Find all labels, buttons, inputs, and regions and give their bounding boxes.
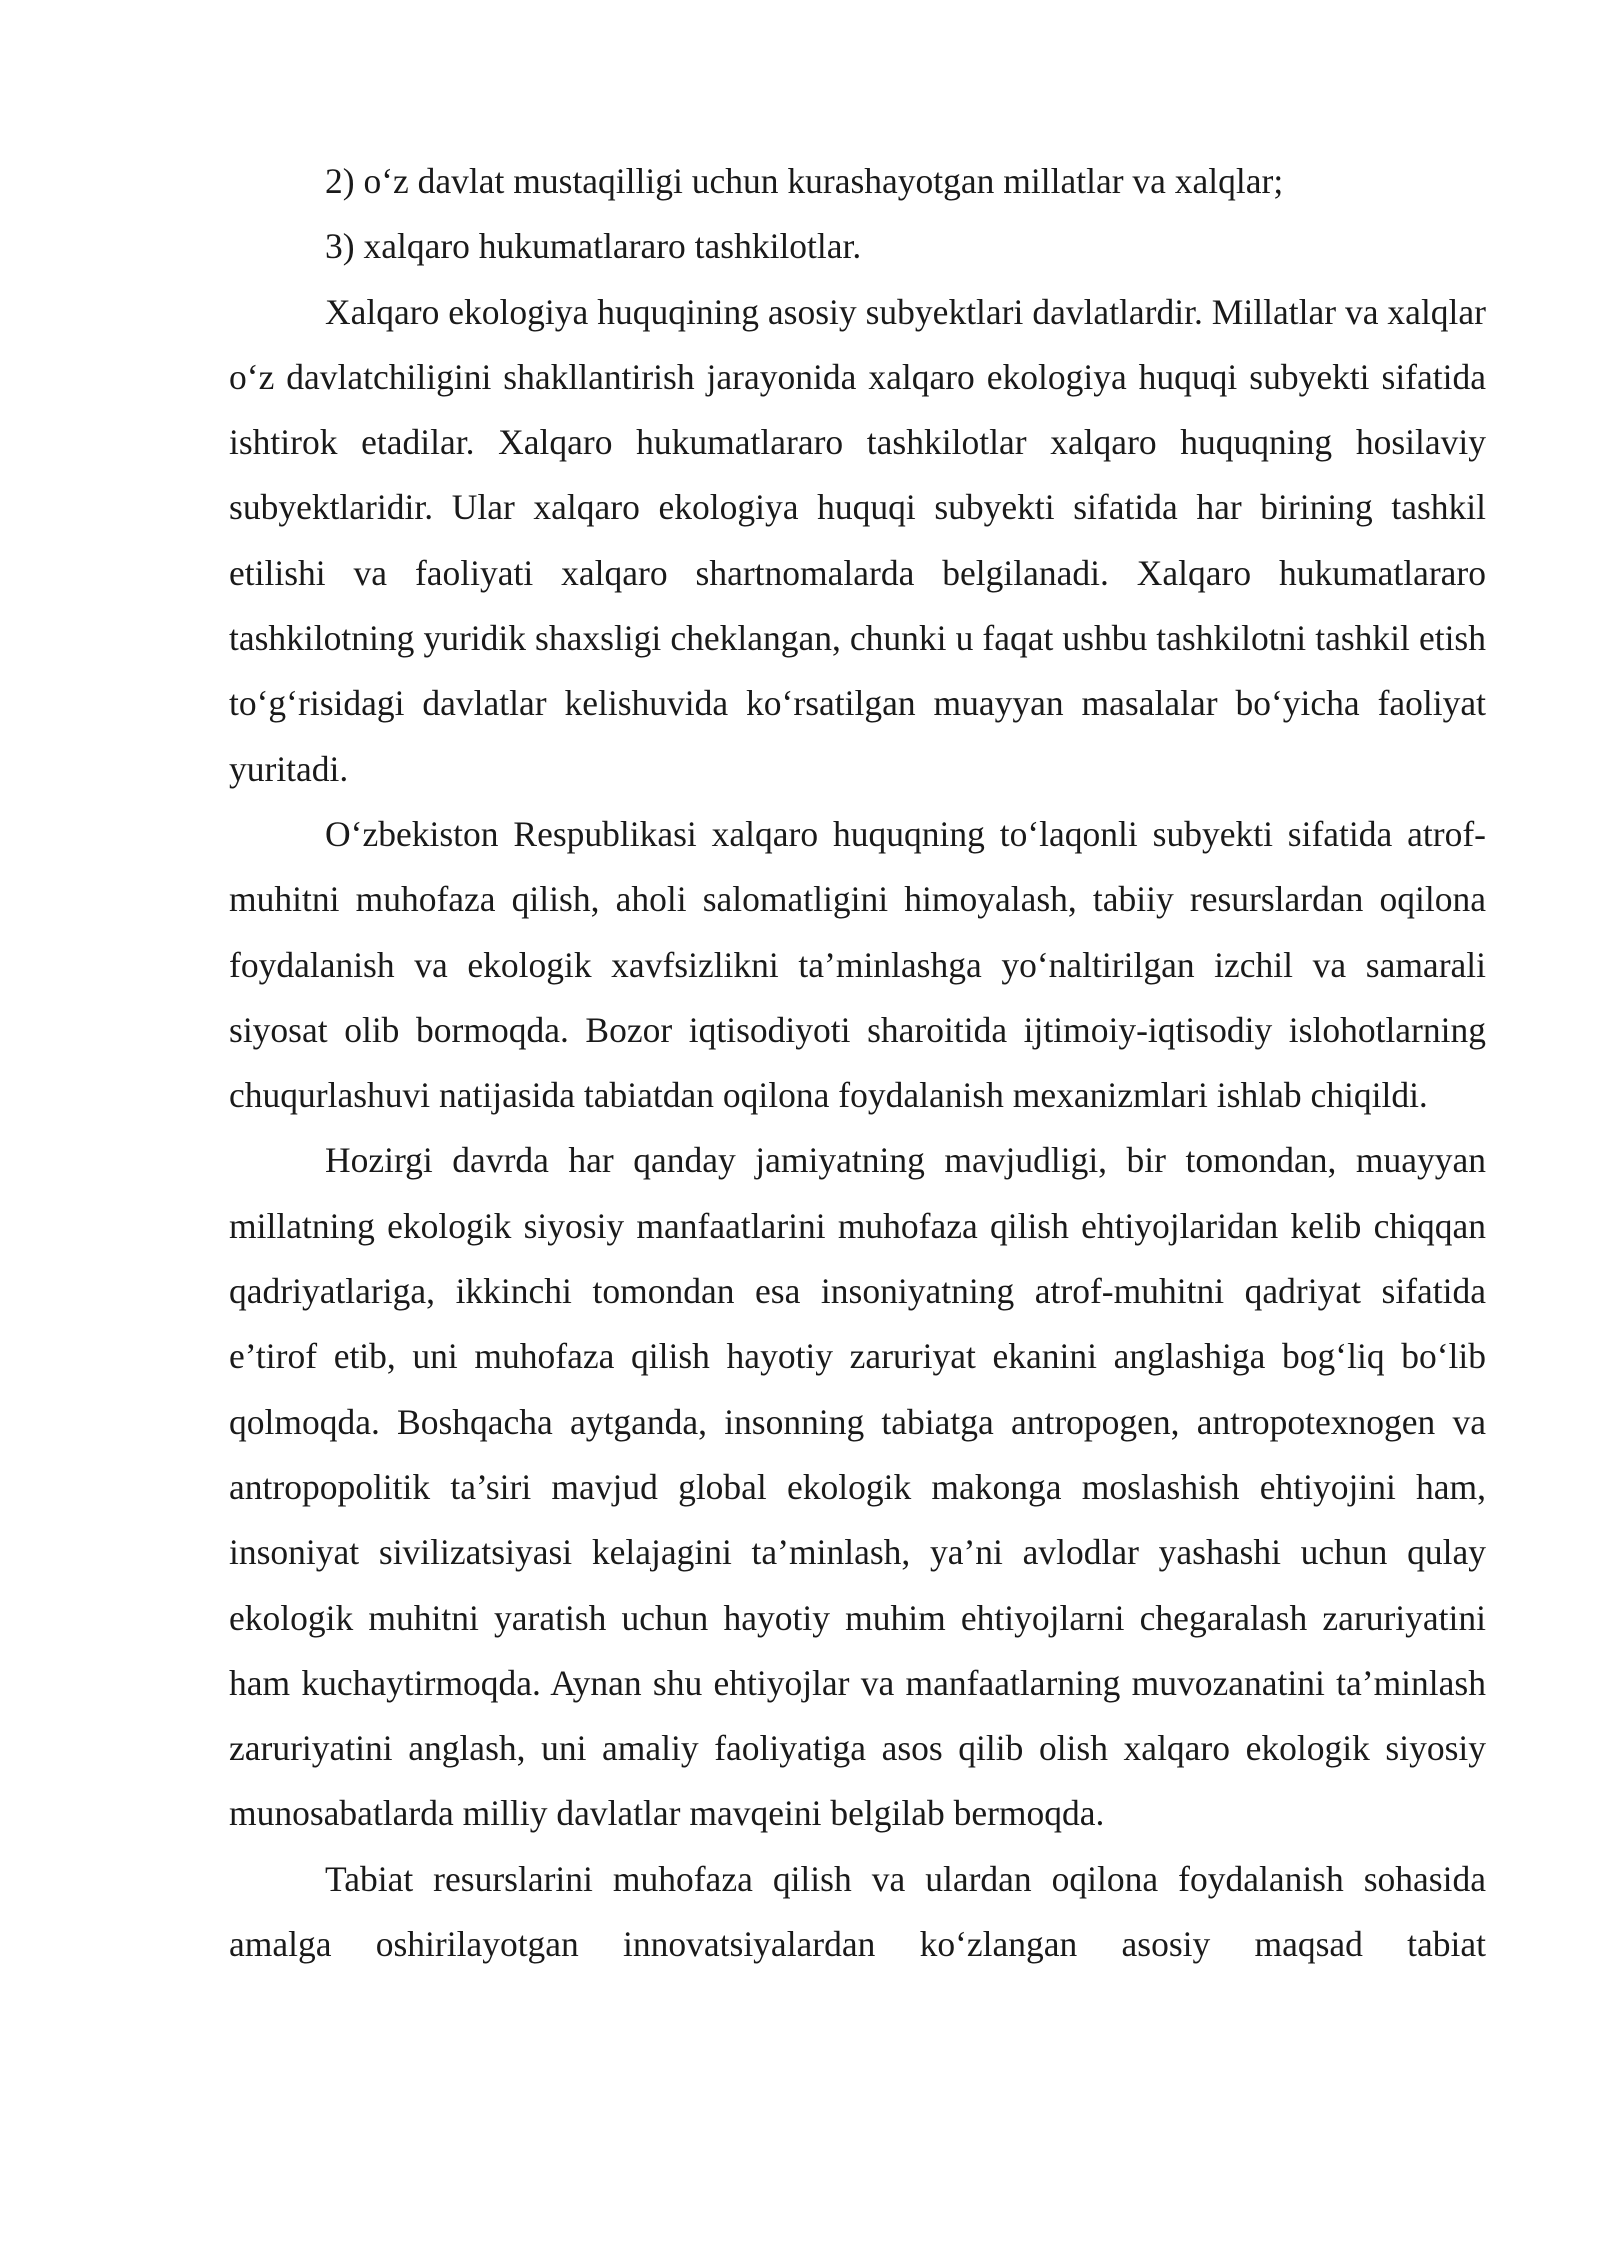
document-body	[229, 149, 1486, 1977]
paragraph-uzbekistan: O‘zbekiston Respublikasi xalqaro huquqning to‘laqonli subyekti sifatida atrof-muhitni muhofaza qilish, aholi salomatligini himoyalash, tabiiy resurslardan oqilona foydalanish va ekologik xavfsizlikni ta’minlashga yo‘naltirilgan izchil va samarali siyosat olib bormoqda. Bozor iqtisodiyoti sharoitida ijtimoiy-iqtisodiy islohotlarning chuqurlashuvi natijasida tabiatdan oqilona foydalanish mexanizmlari ishlab chiqildi.	[229, 813, 1486, 1116]
list-item-3: 3) xalqaro hukumatlararo tashkilotlar.	[325, 226, 862, 267]
list-item-2: 2) o‘z davlat mustaqilligi uchun kurashayotgan millatlar va xalqlar;	[325, 161, 1284, 201]
paragraph-modern-society: Hozirgi davrda har qanday jamiyatning mavjudligi, bir tomondan, muayyan millatning ekologik siyosiy manfaatlarini muhofaza qilish ehtiyojlaridan kelib chiqqan qadriyatlariga, ikkinchi tomondan esa insoniyatning atrof-muhitni qadriyat sifatida e’tirof etib, uni muhofaza qilish hayotiy zaruriyat ekanini anglashiga bog‘liq bo‘lib qolmoqda. Boshqacha aytganda, insonning tabiatga antropogen, antropotexnogen va antropopolitik ta’siri mavjud global ekologik makonga moslashish ehtiyojini ham, insoniyat sivilizatsiyasi kelajagini ta’minlash, ya’ni avlodlar yashashi uchun qulay ekologik muhitni yaratish uchun hayotiy muhim ehtiyojlarni chegaralash zaruriyatini ham kuchaytirmoqda. Aynan shu ehtiyojlar va manfaatlarning muvozanatini ta’minlash zaruriyatini anglash, uni amaliy faoliyatiga asos qilib olish xalqaro ekologik siyosiy munosabatlarda milliy davlatlar mavqeini belgilab bermoqda.	[229, 1140, 1486, 1834]
paragraph-subjects: Xalqaro ekologiya huquqining asosiy subyektlari davlatlardir. Millatlar va xalqlar o‘z davlatchiligini shakllantirish jarayonida xalqaro ekologiya huquqi subyekti sifatida ishtirok etadilar. Xalqaro hukumatlararo tashkilotlar xalqaro huquqning hosilaviy subyektlaridir. Ular xalqaro ekologiya huquqi subyekti sifatida har birining tashkil etilishi va faoliyati xalqaro shartnomalarda belgilanadi. Xalqaro hukumatlararo tashkilotning yuridik shaxsligi cheklangan, chunki u faqat ushbu tashkilotni tashkil etish to‘g‘risidagi davlatlar kelishuvida ko‘rsatilgan muayyan masalalar bo‘yicha faoliyat yuritadi.	[229, 291, 1486, 789]
paragraph-innovations: Tabiat resurslarini muhofaza qilish va ulardan oqilona foydalanish sohasida amalga oshirilayotgan innovatsiyalardan ko‘zlangan asosiy maqsad tabiat	[229, 1858, 1486, 1965]
